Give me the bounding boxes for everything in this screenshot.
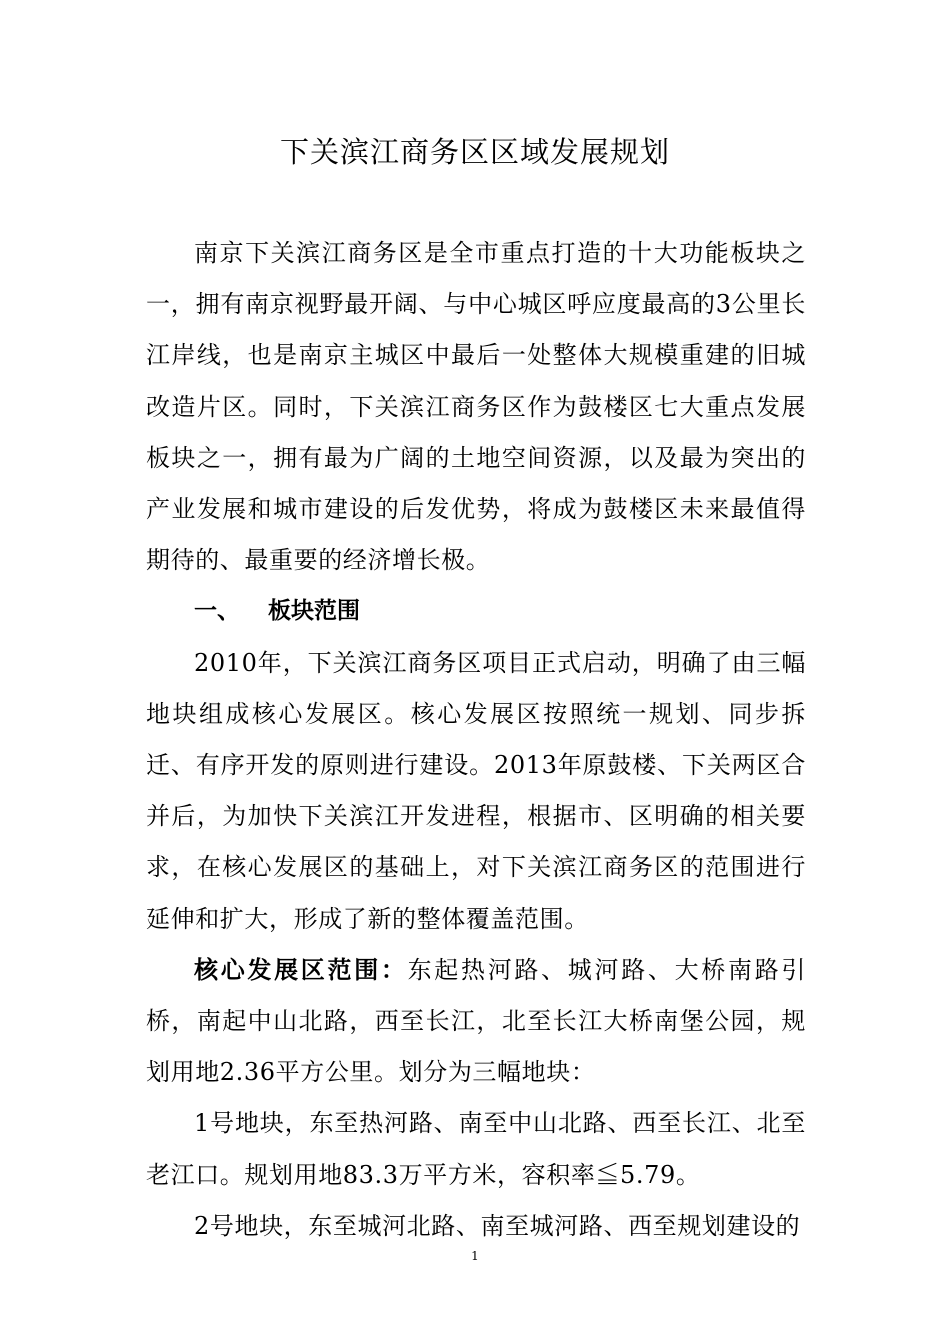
plot-2-paragraph: 2号地块，东至城河北路、南至城河路、西至规划建设的 <box>194 1211 801 1240</box>
intro-paragraph: 南京下关滨江商务区是全市重点打造的十大功能板块之一，拥有南京视野最开阔、与中心城区呼应度最高的3公里长江岸线，也是南京主城区中最后一处整体大规模重建的旧城改造片区。同时，下关滨江商务区作为鼓楼区七大重点发展板块之一，拥有最为广阔的土地空间资源，以及最为突出的产业发展和城市建设的后发优势，将成为鼓楼区未来最值得期待的、最重要的经济增长极。 <box>146 239 806 575</box>
document-title: 下关滨江商务区区域发展规划 <box>279 135 670 169</box>
core-area-paragraph <box>146 945 806 1099</box>
page-number: 1 <box>471 1249 479 1263</box>
range-paragraph: 2010年，下关滨江商务区项目正式启动，明确了由三幅地块组成核心发展区。核心发展区按照统一规划、同步拆迁、有序开发的原则进行建设。2013年原鼓楼、下关两区合并后，为加快下关滨江开发进程，根据市、区明确的相关要求，在核心发展区的基础上，对下关滨江商务区的范围进行延伸和扩大，形成了新的整体覆盖范围。 <box>146 648 806 933</box>
document-body <box>146 228 806 1252</box>
section-heading-1 <box>146 586 806 637</box>
core-area-label: 核心发展区范围： <box>194 955 408 984</box>
section-number: 一、 <box>194 598 240 625</box>
plot-1-paragraph: 1号地块，东至热河路、南至中山北路、西至长江、北至老江口。规划用地83.3万平方米，容积率≦5.79。 <box>146 1109 806 1189</box>
section-title: 板块范围 <box>268 598 360 625</box>
core-area-text: 东起热河路、城河路、大桥南路引桥，南起中山北路，西至长江，北至长江大桥南堡公园，规划用地2.36平方公里。划分为三幅地块： <box>146 955 807 1087</box>
